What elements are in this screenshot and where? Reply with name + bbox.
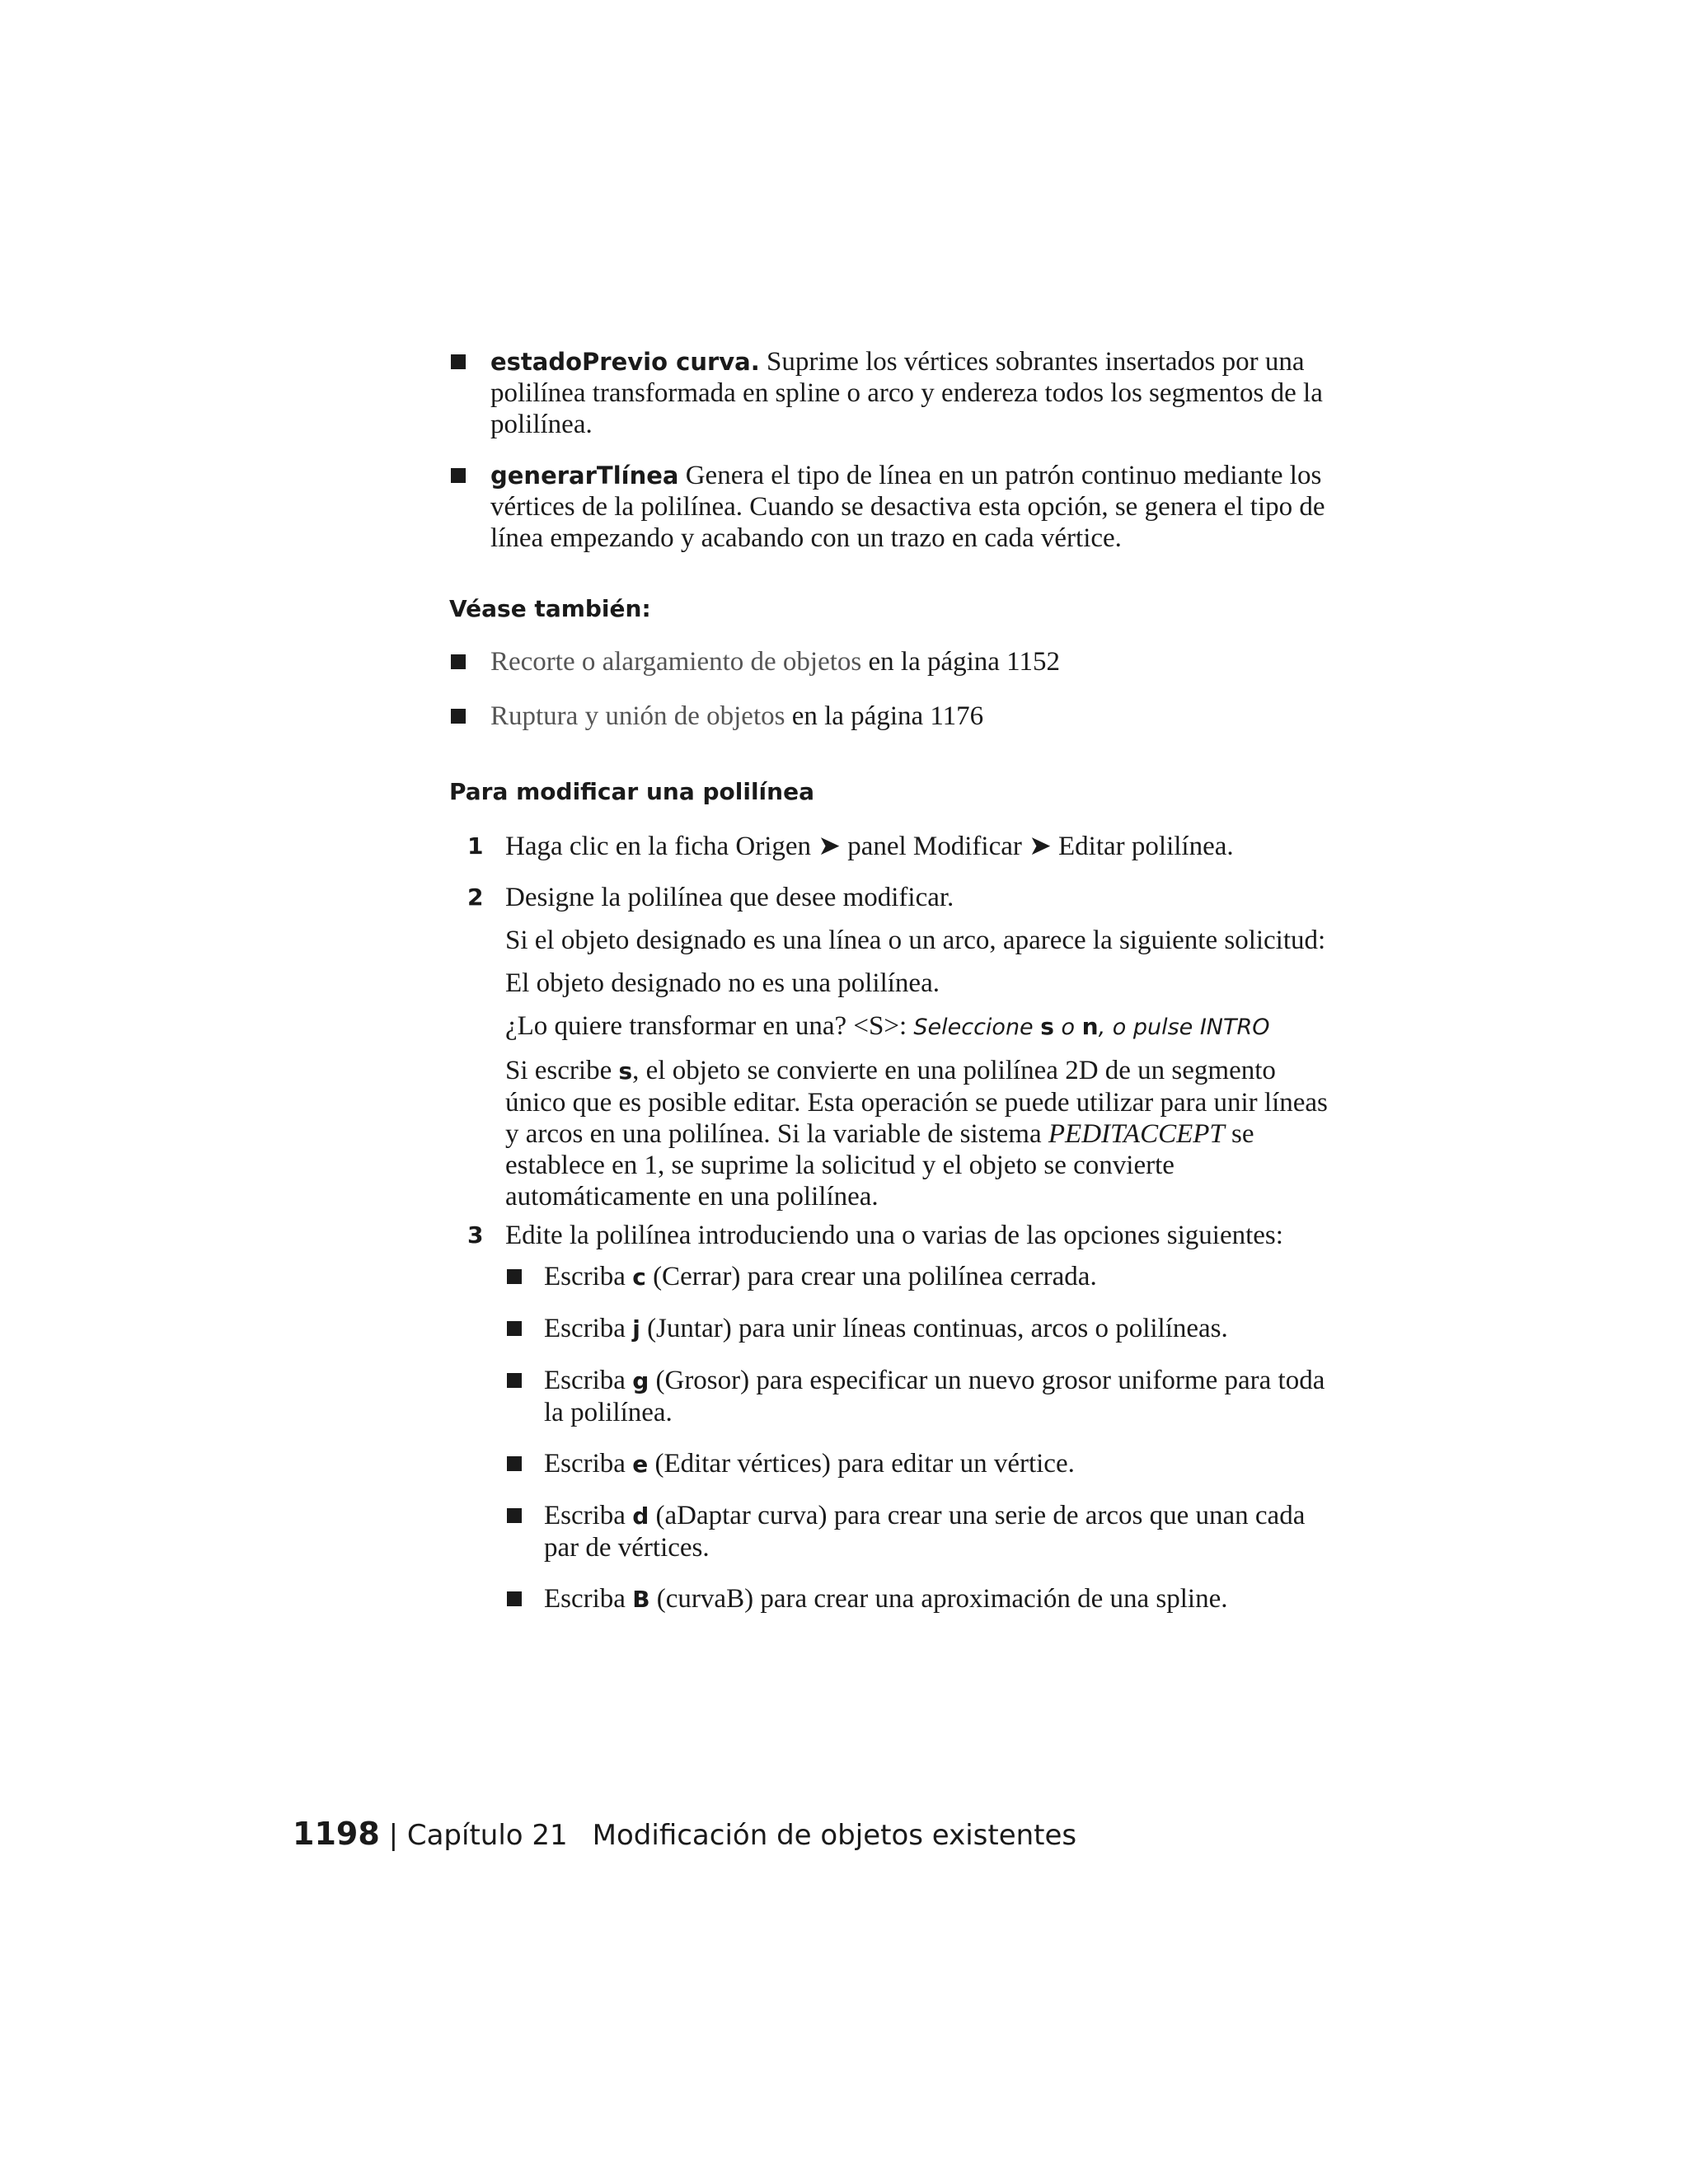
bullet-square-icon <box>451 709 466 724</box>
step-text: Edite la polilínea introduciendo una o varias de las opciones siguientes: <box>505 1221 1283 1250</box>
list-item: Escriba d (aDaptar curva) para crear una serie de arcos que unan cada par de vértices. <box>505 1500 1339 1563</box>
bullet-square-icon <box>507 1373 522 1388</box>
see-also-ref: en la página 1152 <box>861 647 1060 677</box>
bullet-square-icon <box>451 468 466 483</box>
see-also-link[interactable]: Recorte o alargamiento de objetos <box>490 647 862 677</box>
step-explanation: Si escribe s, el objeto se convierte en una polilínea 2D de un segmento único que es posible editar. Esta operación se puede utilizar para unir líneas y arcos en una polilínea. Si la variable de sistema PEDITACCEPT se establece en 1, se suprime la solicitud y el objeto se convierte automáticamente en una polilínea. <box>505 1056 1328 1212</box>
chapter-label: Capítulo 21 <box>406 1819 568 1852</box>
option-item <box>449 346 1339 440</box>
step-text: Designe la polilínea que desee modificar. <box>505 883 954 912</box>
bullet-square-icon <box>507 1269 522 1284</box>
chapter-title: Modificación de objetos existentes <box>592 1819 1077 1852</box>
bullet-square-icon <box>507 1321 522 1336</box>
bullet-square-icon <box>451 654 466 669</box>
option-term: generarTlínea <box>490 462 679 490</box>
bullet-square-icon <box>507 1456 522 1471</box>
option-item <box>449 460 1339 554</box>
see-also-item <box>449 701 1339 732</box>
step-2 <box>449 882 1339 1212</box>
step-text: Haga clic en la ficha Origen ➤ panel Modificar ➤ Editar polilínea. <box>505 832 1234 861</box>
step-number: 2 <box>467 883 484 911</box>
prompt-line: El objeto designado no es una polilínea. <box>505 968 940 998</box>
option-term: estadoPrevio curva. <box>490 348 760 376</box>
list-item: Escriba e (Editar vértices) para editar un vértice. <box>505 1448 1339 1480</box>
see-also-link[interactable]: Ruptura y unión de objetos <box>490 701 785 731</box>
step-options <box>505 1261 1339 1615</box>
step-1 <box>449 831 1339 862</box>
options-list <box>449 346 1339 554</box>
prompt-question: ¿Lo quiere transformar en una? <S>: Seleccione s o n, o pulse INTRO <box>505 1011 1270 1041</box>
bullet-square-icon <box>507 1508 522 1523</box>
bullet-square-icon <box>451 354 466 369</box>
list-item: Escriba j (Juntar) para unir líneas continuas, arcos o polilíneas. <box>505 1313 1339 1345</box>
page-footer <box>293 1817 1076 1852</box>
see-also-heading: Véase también: <box>449 595 651 622</box>
procedure-heading: Para modificar una polilínea <box>449 778 814 805</box>
footer-separator: | <box>379 1819 407 1852</box>
option-text: Genera el tipo de línea en un patrón continuo mediante los vértices de la polilínea. Cuando se desactiva esta opción, se genera el tipo de línea empezando y acabando con un trazo en cada vértice. <box>490 461 1325 553</box>
list-item: Escriba B (curvaB) para crear una aproximación de una spline. <box>505 1583 1339 1615</box>
step-number: 3 <box>467 1221 484 1249</box>
bullet-square-icon <box>507 1591 522 1606</box>
step-3 <box>449 1220 1339 1615</box>
prompt-line: Si el objeto designado es una línea o un arco, aparece la siguiente solicitud: <box>505 926 1326 955</box>
option-text: Suprime los vértices sobrantes insertados por una polilínea transformada en spline o arco y endereza todos los segmentos de la polilínea. <box>490 347 1323 439</box>
list-item: Escriba c (Cerrar) para crear una polilínea cerrada. <box>505 1261 1339 1293</box>
see-also-ref: en la página 1176 <box>785 701 984 731</box>
list-item: Escriba g (Grosor) para especificar un nuevo grosor uniforme para toda la polilínea. <box>505 1365 1339 1428</box>
step-number: 1 <box>467 832 484 860</box>
page-number: 1198 <box>293 1816 380 1852</box>
see-also-item <box>449 646 1339 677</box>
